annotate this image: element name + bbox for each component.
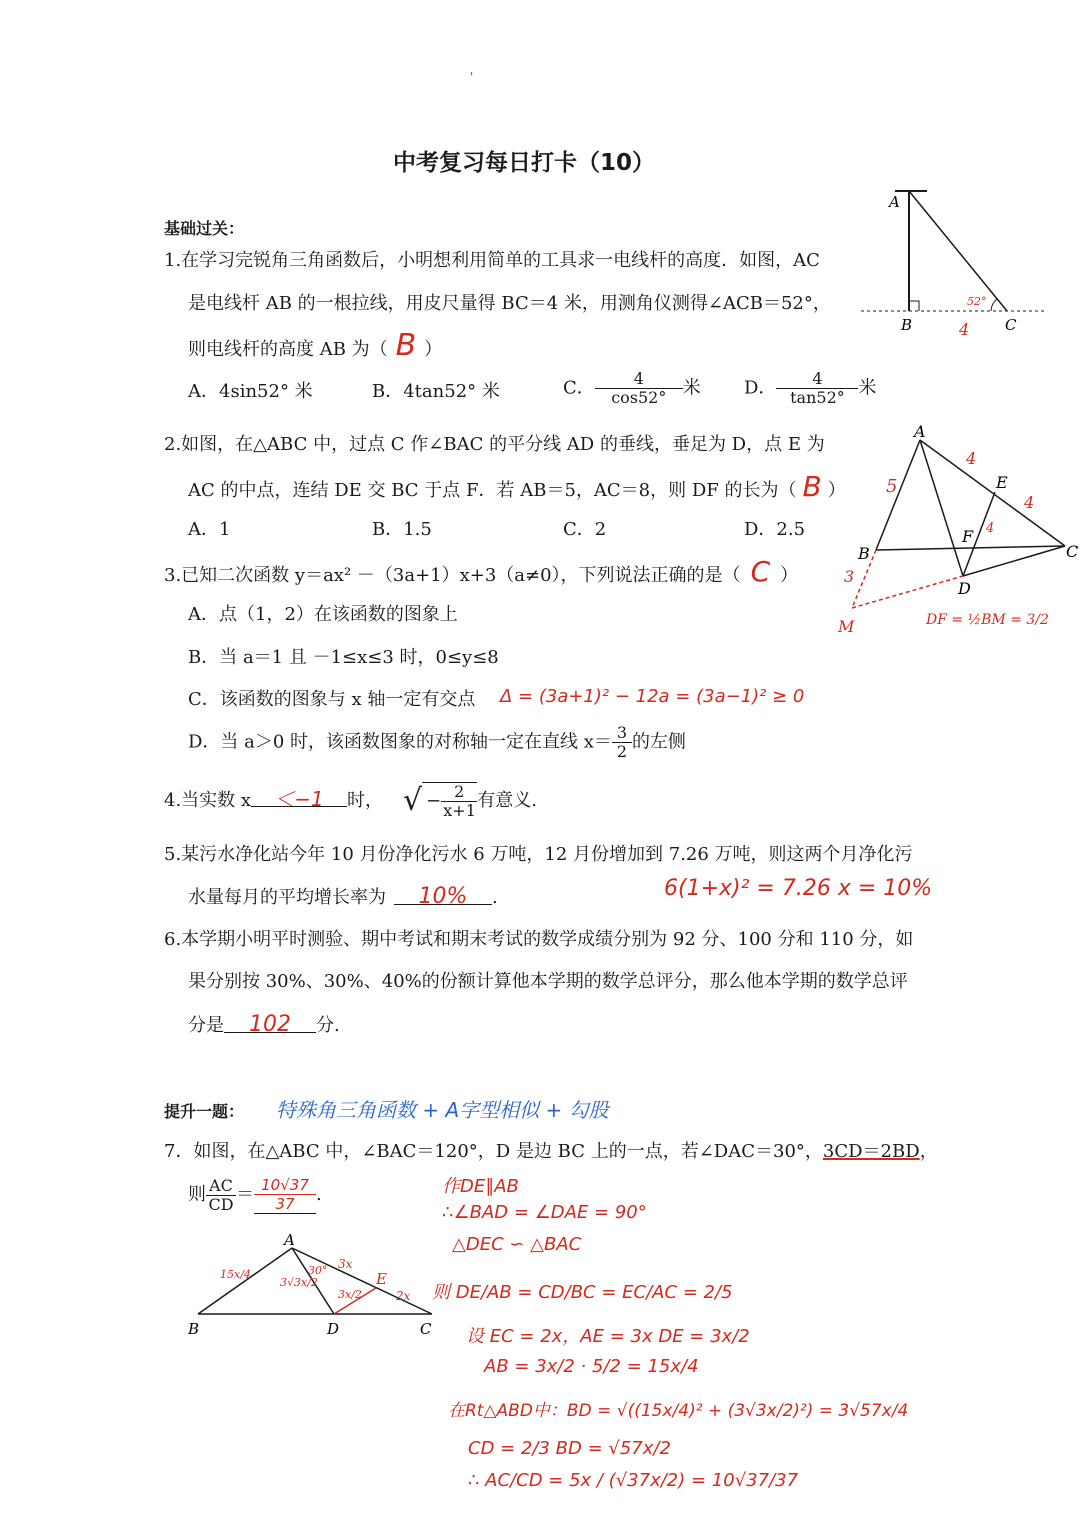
q2-fig-ec: 4 [1024,493,1035,512]
page-title: 中考复习每日打卡（10） [393,150,656,176]
q1-option-d: D． $\frac{4}{\tan 52^\circ}$ 米 [744,369,877,407]
q5-line1: 5.某污水净化站今年 10 月份净化污水 6 万吨，12 月份增加到 7.26 万吨，则这两个月净化污 [164,844,913,865]
section-advanced-heading: 提升一题： [164,1102,245,1121]
q2-fig-fd: 4 [986,521,995,536]
q1-fig-label-c: C [1005,316,1017,334]
q7-fig-l3: 30° [308,1264,328,1277]
section-advanced-note: 特殊角三角函数 + A字型相似 + 勾股 [276,1098,609,1122]
q6-line2: 果分别按 30%、30%、40%的份额计算他本学期的数学总评分，那么他本学期的数学总评 [188,971,908,992]
q7-answer-den: 37 [275,1195,295,1213]
q2-line1: 2.如图，在△ABC 中，过点 C 作∠BAC 的平分线 AD 的垂线，垂足为 D，点 E 为 [164,434,825,455]
q7-fig-l1: 15x/4 [220,1268,251,1281]
q7-work-3: △DEC ∽ △BAC [452,1234,582,1255]
q7-answer-num: 10√37 [254,1176,316,1195]
q2-figure [830,420,1078,640]
q2-fig-note: DF = ½BM = 3/2 [926,612,1049,628]
q3-option-b: B．当 a＝1 且 －1≤x≤3 时，0≤y≤8 [188,647,499,668]
q7-fig-label-a: A [284,1231,295,1249]
q7-fig-l4: 3x [338,1257,353,1271]
q1-line3: 则电线杆的高度 AB 为（ B ） [188,328,443,363]
q7-figure [180,1230,450,1345]
q2-option-c: C．2 [563,519,607,540]
q6-line3: 分是 102 分. [188,1012,340,1037]
q1-fig-label-b: B [901,316,913,334]
q7-work-2: ∴∠BAD = ∠DAE = 90° [442,1202,647,1223]
q1-line2: 是电线杆 AB 的一根拉线，用皮尺量得 BC＝4 米，用测角仪测得∠ACB＝52°， [188,293,831,314]
q2-fig-label-a: A [914,422,926,441]
q6-line1: 6.本学期小明平时测验、期中考试和期末考试的数学成绩分别为 92 分、100 分和 110 分，如 [164,929,914,950]
q7-fig-l5: 3x/2 [338,1288,362,1301]
q4: 4.当实数 x ＜−1 时， √ − $\frac{2}{x+1}$ 有意义. [164,782,537,820]
q3-stem: 3.已知二次函数 y＝ax² －（3a+1）x+3（a≠0），下列说法正确的是（ C ） [164,555,799,588]
q1-figure [855,185,1055,345]
q1-fig-label-a: A [889,193,900,211]
q7-work-9: ∴ AC/CD = 5x / (√37x/2) = 10√37/37 [468,1470,799,1491]
q1-fig-len: 4 [959,320,970,339]
q7-fig-label-b: B [188,1320,200,1338]
q2-fig-label-f: F [962,527,974,546]
q2-fig-bm: 3 [844,567,855,586]
q2-answer: B [802,470,822,503]
q2-line2: AC 的中点，连结 DE 交 BC 于点 F．若 AB＝5，AC＝8，则 DF 的长为（ B ） [188,470,846,503]
q2-fig-label-b: B [858,544,870,563]
q7-fig-l2: 3√3x/2 [280,1276,318,1289]
q2-fig-label-c: C [1066,542,1078,561]
q3-option-a: A．点（1，2）在该函数的图象上 [188,604,458,625]
q7-work-6: AB = 3x/2 · 5/2 = 15x/4 [484,1356,699,1377]
q7-fig-label-c: C [420,1320,432,1338]
q2-option-d: D．2.5 [744,519,806,540]
q7-fig-label-e: E [376,1270,387,1288]
q1-answer: B [395,328,417,363]
q2-option-b: B．1.5 [372,519,432,540]
q5-work: 6(1+x)² = 7.26 x = 10% [664,876,933,901]
q7-ask: 则 $\frac{AC}{CD}$ ＝ $\frac{10√37}{37}$ . [188,1175,322,1214]
q6-answer: 102 [249,1012,291,1037]
q1-option-b: B．4tan52° 米 [372,381,500,402]
q7-fig-label-d: D [327,1320,340,1338]
q7-work-5: 设 EC = 2x，AE = 3x DE = 3x/2 [466,1326,750,1347]
q1-fig-angle: 52° [967,295,987,308]
q4-answer: ＜−1 [274,787,324,811]
q2-fig-label-d: D [958,579,971,598]
q3-option-c-note: Δ = (3a+1)² − 12a = (3a−1)² ≥ 0 [500,686,805,707]
q2-fig-label-e: E [996,473,1008,492]
q7-line1: 7．如图，在△ABC 中，∠BAC＝120°，D 是边 BC 上的一点，若∠DAC＝30°，3CD＝2BD， [164,1141,938,1162]
q5-line2: 水量每月的平均增长率为 10% . [188,884,498,909]
q7-ratio: 3CD＝2BD [822,1141,920,1162]
q2-option-a: A．1 [188,519,231,540]
q5-answer: 10% [418,884,468,909]
q3-answer: C [750,555,771,588]
q1-option-c: C． $\frac{4}{\cos 52^\circ}$ 米 [563,369,701,407]
q7-work-8: CD = 2/3 BD = √57x/2 [468,1438,671,1459]
q1-line1: 1.在学习完锐角三角函数后，小明想利用简单的工具求一电线杆的高度．如图，AC [164,250,820,271]
q2-fig-label-m: M [838,617,855,636]
q3-option-d: D．当 a＞0 时，该函数图象的对称轴一定在直线 x＝ $\frac{3}{2}$ 的左侧 [188,723,686,761]
q2-fig-ab: 5 [886,476,898,497]
red-mark: ' [470,70,474,84]
q7-work-7: 在Rt△ABD中：BD = √((15x/4)² + (3√3x/2)²) = 3√57x/4 [448,1401,909,1421]
q7-fig-l6: 2x [396,1289,411,1303]
q2-fig-ae: 4 [966,449,977,468]
q7-work-1: 作DE∥AB [442,1176,519,1197]
q3-option-c: C．该函数的图象与 x 轴一定有交点 [188,689,476,710]
q1-option-a: A．4sin52° 米 [188,381,313,402]
section-basic-heading: 基础过关： [164,219,245,238]
q7-work-4: 则 DE/AB = CD/BC = EC/AC = 2/5 [432,1282,733,1303]
